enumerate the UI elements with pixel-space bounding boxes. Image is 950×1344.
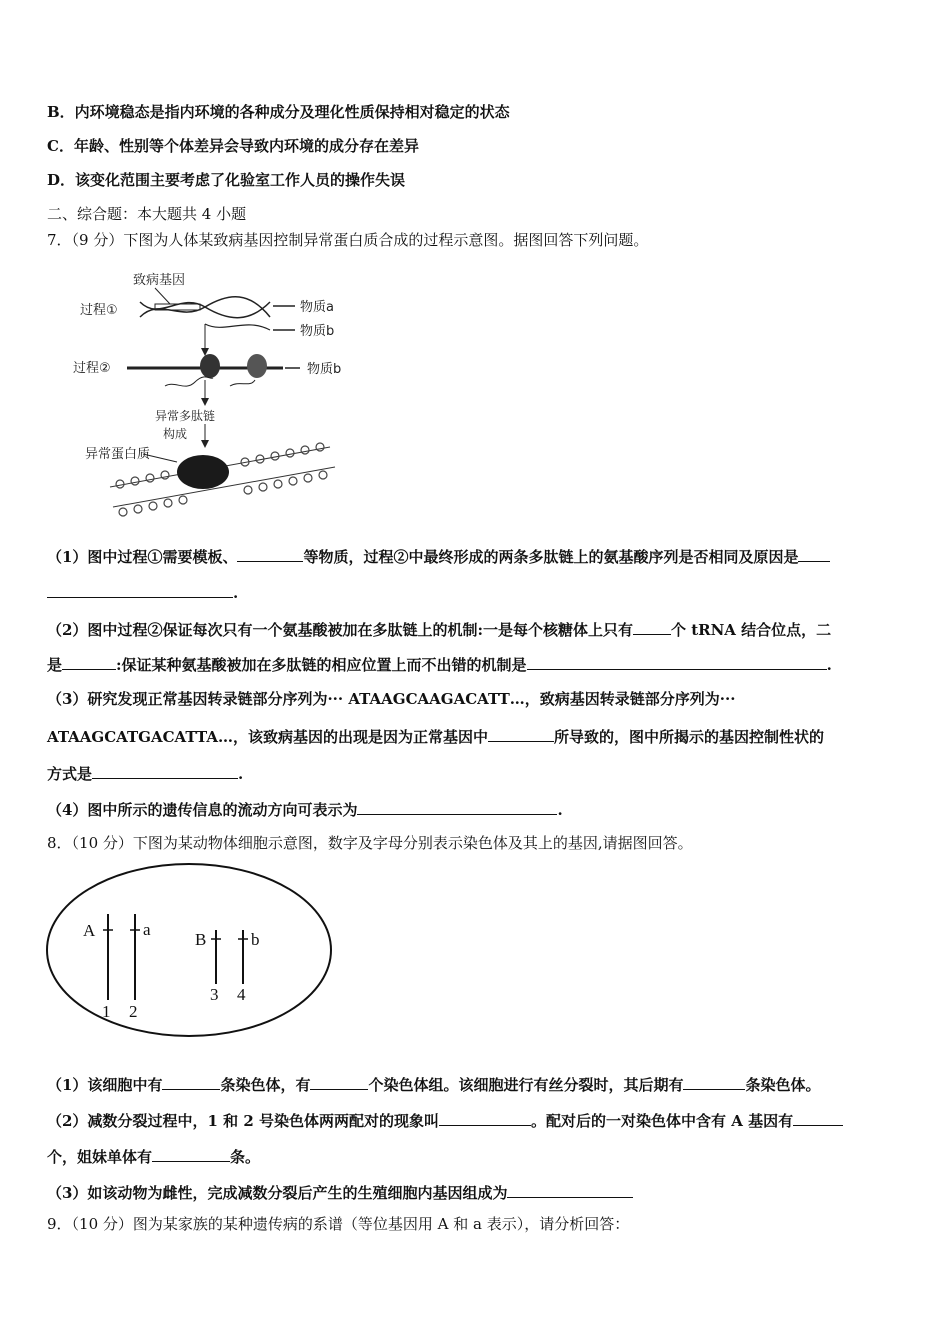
answer-blank[interactable] [793,1110,843,1126]
chromosome-1-label: 1 [102,1002,111,1021]
process2-label: 过程② [73,361,111,376]
answer-blank[interactable] [683,1074,745,1090]
substance-b-label-1: 物质b [300,324,335,339]
answer-blank[interactable] [488,726,554,742]
q7-part3-line3 [47,763,243,784]
answer-blank[interactable] [92,763,238,779]
gene-label: 致病基因 [133,273,186,288]
answer-blank[interactable] [357,799,557,815]
q8-p1c: 个染色体组。该细胞进行有丝分裂时，其后期有 [368,1076,684,1094]
q9-stem: 9．（10 分）图为某家族的某种遗传病的系谱（等位基因用 A 和 a 表示），请分析回答： [47,1215,630,1233]
q7-p3d: 方式是 [47,765,93,783]
chromosome-2-label: 2 [129,1002,138,1021]
q7-part3-line2 [47,726,824,747]
q8-p1b: 条染色体，有 [220,1076,311,1094]
q8-p1d: 条染色体。 [745,1076,821,1094]
q8-p1a: （1）该细胞中有 [47,1076,163,1094]
q8-p3a: （3）如该动物为雌性，完成减数分裂后产生的生殖细胞内基因组成为 [47,1184,508,1202]
q8-part3 [47,1182,633,1203]
chromosome-4-label: 4 [237,985,246,1004]
q7-p2c: 是 [47,656,63,674]
q8-part2-line2 [47,1146,260,1167]
q7-p3e: . [238,765,244,783]
answer-blank[interactable] [47,582,233,598]
option-d: D．该变化范围主要考虑了化验室工作人员的操作失误 [47,171,406,189]
substance-a-label: 物质a [300,300,334,315]
q7-p3c: 所导致的，图中所揭示的基因控制性状的 [553,728,824,746]
gene-a-label: a [143,920,151,939]
q8-part1 [47,1074,821,1095]
q7-p1b: 等物质，过程②中最终形成的两条多肽链上的氨基酸序列是否相同及原因是 [303,548,799,566]
q7-p1c: . [233,584,239,602]
q7-p4a: （4）图中所示的遗传信息的流动方向可表示为 [47,801,358,819]
q8-p2a: （2）减数分裂过程中，1 和 2 号染色体两两配对的现象叫 [47,1112,439,1130]
abnormal-protein-label: 异常蛋白质 [85,447,151,462]
q7-p2e: . [826,656,832,674]
q7-part1-line2 [47,582,238,603]
polypeptide-label-1: 异常多肽链 [155,409,216,423]
q7-part3-line1: （3）研究发现正常基因转录链部分序列为··· ATAAGCAAGACATT…，致病基因转录链部分序列为··· [47,690,736,708]
gene-b-label: b [251,930,260,949]
q7-part2-line2 [47,654,832,675]
q7-stem: 7．（9 分）下图为人体某致病基因控制异常蛋白质合成的过程示意图。据图回答下列问题。 [47,231,649,249]
chromosome-3-label: 3 [210,985,219,1004]
answer-blank[interactable] [633,619,671,635]
q7-part4 [47,799,563,820]
q8-p2c: 个，姐妹单体有 [47,1148,153,1166]
q7-p4b: . [557,801,563,819]
answer-blank[interactable] [62,654,116,670]
q7-figure [45,262,365,527]
q7-p2b: 个 tRNA 结合位点，二 [670,621,832,639]
gene-B-label: B [195,930,207,949]
gene-A-label: A [83,921,96,940]
q7-p1a: （1）图中过程①需要模板、 [47,548,238,566]
process1-label: 过程① [80,303,118,318]
q8-p2b: 。配对后的一对染色体中含有 A 基因有 [530,1112,794,1130]
q8-p2d: 条。 [230,1148,261,1166]
answer-blank[interactable] [439,1110,531,1126]
q7-p3b: ATAAGCATGACATTA…，该致病基因的出现是因为正常基因中 [47,728,488,746]
q8-part2-line1 [47,1110,843,1131]
answer-blank[interactable] [237,546,303,562]
answer-blank[interactable] [798,546,830,562]
option-c: C．年龄、性别等个体差异会导致内环境的成分存在差异 [47,137,419,155]
section-title: 二、综合题：本大题共 4 小题 [47,205,247,223]
q7-p2d: :保证某种氨基酸被加在多肽链的相应位置上而不出错的机制是 [116,656,527,674]
q7-part2-line1 [47,619,831,640]
answer-blank[interactable] [162,1074,220,1090]
answer-blank[interactable] [507,1182,633,1198]
q8-figure [45,862,335,1042]
option-b: B．内环境稳态是指内环境的各种成分及理化性质保持相对稳定的状态 [47,103,510,121]
q7-part1-line1 [47,546,830,567]
answer-blank[interactable] [152,1146,230,1162]
q8-stem: 8．（10 分）下图为某动物体细胞示意图，数字及字母分别表示染色体及其上的基因,请据图回答。 [47,834,693,852]
answer-blank[interactable] [527,654,827,670]
q7-p2a: （2）图中过程②保证每次只有一个氨基酸被加在多肽链上的机制:一是每个核糖体上只有 [47,621,633,639]
polypeptide-label-2: 构成 [163,427,188,441]
substance-b-label-2: 物质b [307,362,342,377]
answer-blank[interactable] [310,1074,368,1090]
